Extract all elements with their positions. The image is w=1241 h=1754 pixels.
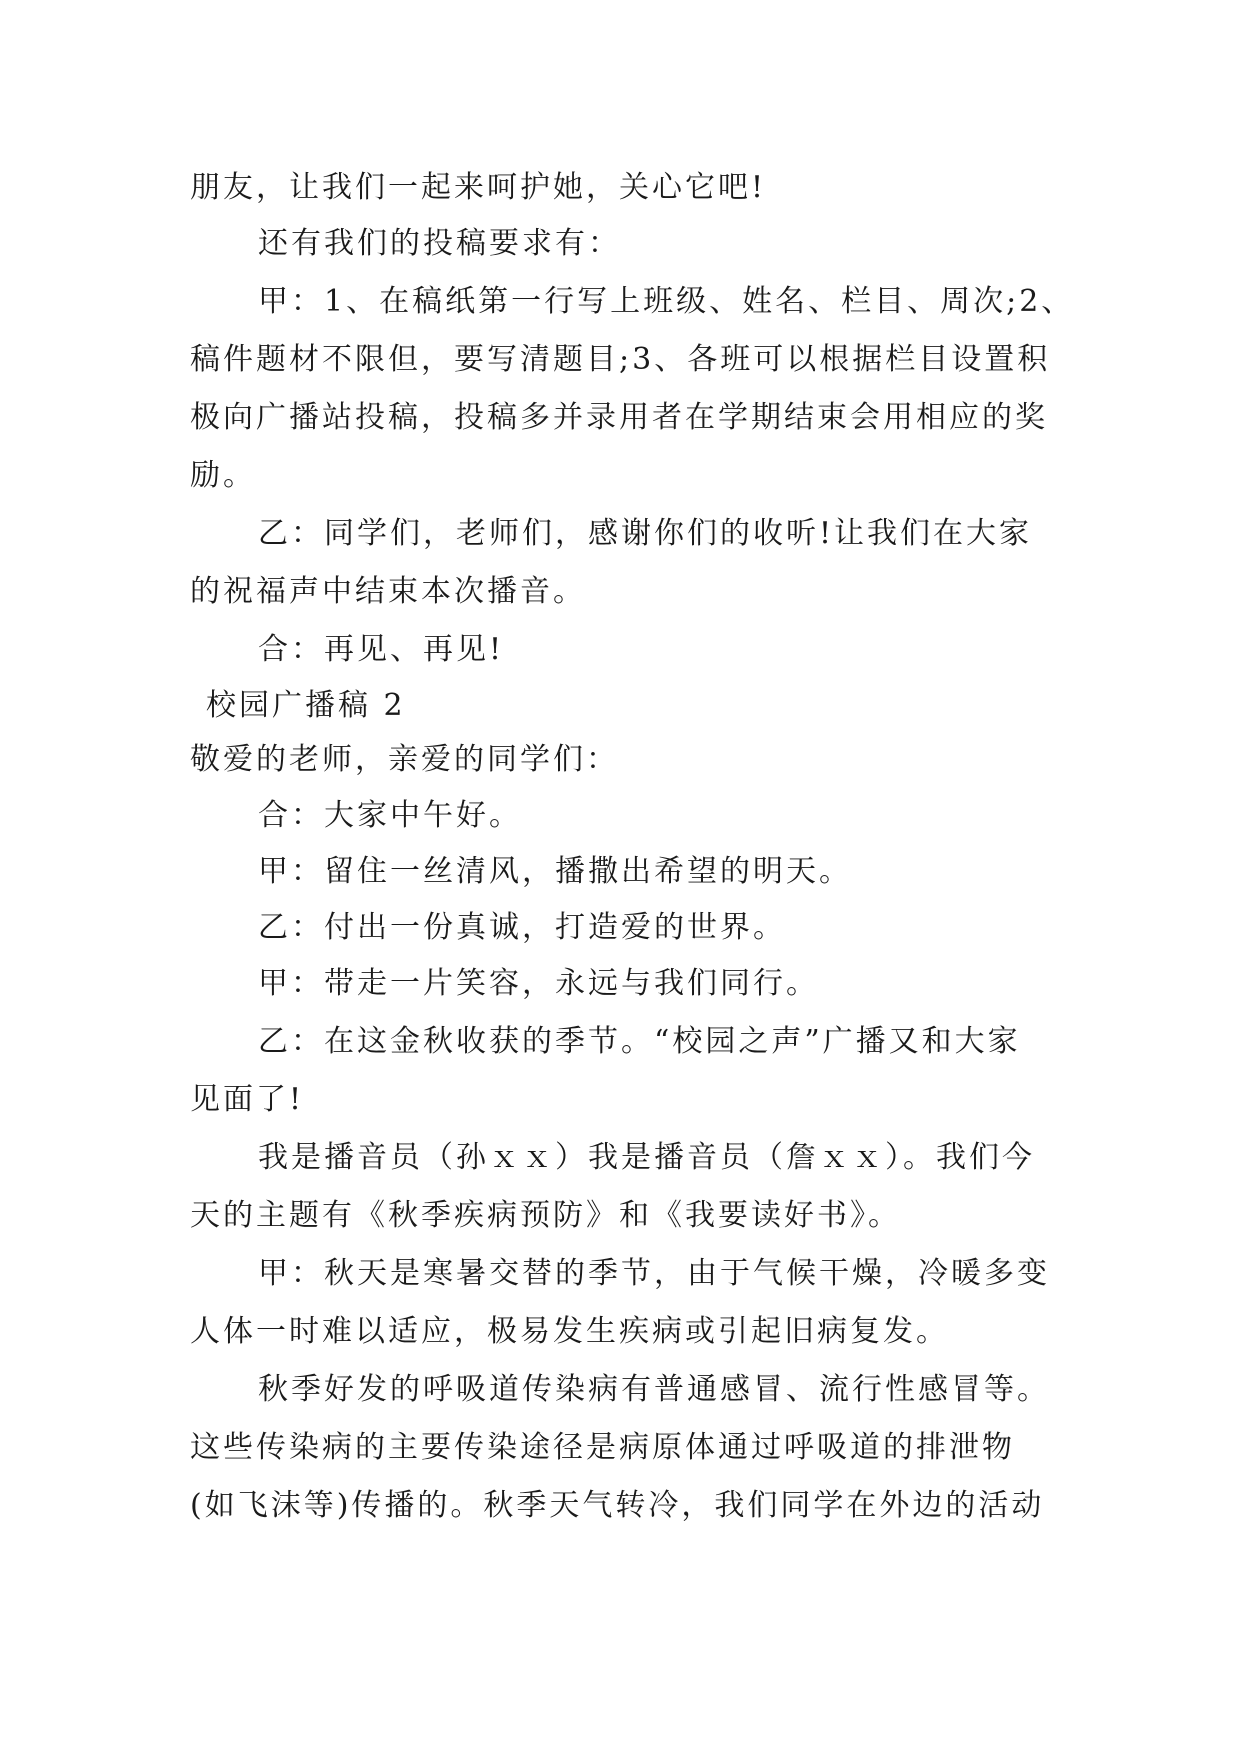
text-line: 甲：秋天是寒暑交替的季节，由于气候干燥，冷暖多变 [258, 1256, 1050, 1291]
greeting-line: 敬爱的老师，亲爱的同学们： [190, 742, 619, 777]
text-line: 天的主题有《秋季疾病预防》和《我要读好书》。 [190, 1198, 901, 1233]
text-line: 合：大家中午好。 [258, 798, 522, 833]
text-line: 这些传染病的主要传染途径是病原体通过呼吸道的排泄物 [190, 1430, 1015, 1465]
text-line: 甲：留住一丝清风，播撒出希望的明天。 [258, 854, 852, 889]
text-line: 乙：同学们，老师们，感谢你们的收听!让我们在大家 [258, 516, 1033, 551]
section-title: 校园广播稿 2 [206, 688, 406, 723]
text-line: 我是播音员（孙ｘｘ）我是播音员（詹ｘｘ）。我们今 [258, 1140, 1035, 1175]
text-line: 合：再见、再见! [258, 632, 505, 667]
text-line: 乙：在这金秋收获的季节。“校园之声”广播又和大家 [258, 1024, 1021, 1059]
text-line: (如飞沫等)传播的。秋季天气转冷，我们同学在外边的活动 [190, 1488, 1045, 1523]
text-line: 乙：付出一份真诚，打造爱的世界。 [258, 910, 786, 945]
text-line: 励。 [190, 458, 256, 493]
text-line: 甲：1、在稿纸第一行写上班级、姓名、栏目、周次;2、 [258, 284, 1075, 319]
text-line: 稿件题材不限但，要写清题目;3、各班可以根据栏目设置积 [190, 342, 1051, 377]
text-line: 还有我们的投稿要求有： [258, 226, 621, 261]
text-line: 的祝福声中结束本次播音。 [190, 574, 586, 609]
text-line: 朋友，让我们一起来呵护她，关心它吧! [190, 170, 767, 205]
text-line: 极向广播站投稿，投稿多并录用者在学期结束会用相应的奖 [190, 400, 1048, 435]
text-line: 人体一时难以适应，极易发生疾病或引起旧病复发。 [190, 1314, 949, 1349]
text-line: 甲：带走一片笑容，永远与我们同行。 [258, 966, 819, 1001]
text-line: 秋季好发的呼吸道传染病有普通感冒、流行性感冒等。 [258, 1372, 1050, 1407]
text-line: 见面了! [190, 1082, 305, 1117]
